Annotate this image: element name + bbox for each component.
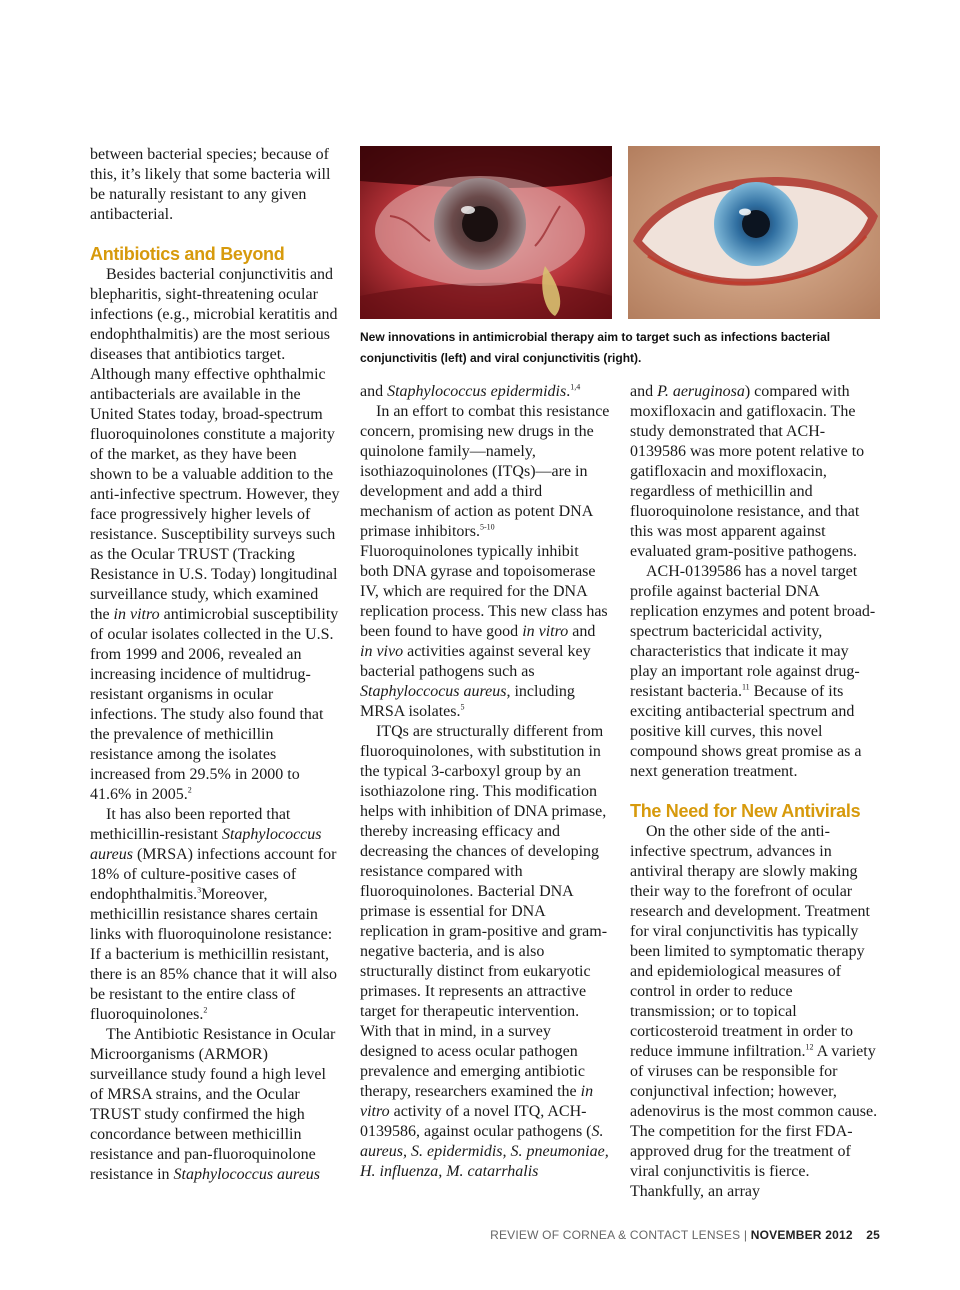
- article-column-1: [90, 145, 340, 1185]
- reference-mark: 2: [203, 1005, 208, 1015]
- section-heading-antibiotics: Antibiotics and Beyond: [90, 244, 285, 264]
- issue-date: NOVEMBER 2012: [750, 1228, 853, 1242]
- paragraph-continued: and P. aeruginosa) compared with moxifloxacin and gatifloxacin. The study demonstrated that ACH-0139586 was more potent relative to gatifloxacin and moxifloxacin, regardless of methicillin and fluoroquinolone resistance, and that this was most apparent against evaluated gram-positive pathogens.: [630, 383, 865, 560]
- paragraph: Besides bacterial conjunctivitis and blepharitis, sight-threatening ocular infections (e.g., microbial keratitis and endophthalmitis) are the most serious diseases that antibiotics target. Although many effective ophthalmic antibacterials are available in the United States today, broad-spectrum fluoroquinolones constitute a majority of the market, as they have been shown to be a valuable addition to the anti-infective spectrum. However, they face progressively higher levels of resistance. Susceptibility surveys such as the Ocular TRUST (Tracking Resistance in U.S. Today) longitudinal surveillance study, which examined the in vitro antimicrobial susceptibility of ocular isolates collected in the U.S. from 1999 and 2006, revealed an increasing incidence of multidrug-resistant organisms in ocular infections. The study also found that the prevalence of methicillin resistance among the isolates increased from 29.5% in 2000 to 41.6% in 2005.$^2$: [90, 266, 340, 803]
- paragraph: In an effort to combat this resistance concern, promising new drugs in the quinolone family—namely, isothiazoquinolones (ITQs)—are in development and add a third mechanism of action as potent DNA primase inhibitors.$^{5-10}$ Fluoroquinolones typically inhibit both DNA gyrase and topoisomerase IV, which are required for the DNA replication process. This new class has been found to have good in vitro and in vivo activities against several key bacterial pathogens such as Staphyloccocus aureus, including MRSA isolates.$^5$: [360, 403, 610, 720]
- paragraph: On the other side of the anti-infective spectrum, advances in antiviral therapy are slowly making their way to the forefront of ocular research and development. Treatment for viral conjunctivitis has typically been limited to symptomatic therapy and epidemiological measures of control in order to reduce transmission; or to topical corticosteroid treatment in order to reduce immune infiltration.$^{12}$ A variety of viruses can be responsible for conjunctival infection; however, adenovirus is the most common cause. The competition for the first FDA-approved drug for the treatment of viral conjunctivitis is fierce. Thankfully, an array: [630, 823, 878, 1200]
- bacterial-conjunctivitis-photo: [360, 146, 612, 319]
- reference-mark: 5-10: [479, 522, 495, 532]
- reference-mark: 11: [741, 682, 750, 692]
- reference-mark: 12: [805, 1042, 814, 1052]
- paragraph: ITQs are structurally different from fluoroquinolones, with substitution in the typical 3-carboxyl group by an isothiazolone ring. This modification helps with inhibition of DNA primase, thereby increasing efficacy and decreasing the chances of developing resistance compared with fluoroquinolones. Bacterial DNA primase is essential for DNA replication in gram-positive and gram-negative bacteria, and is also structurally distinct from eukaryotic primases. It represents an attractive target for therapeutic intervention. With that in mind, in a survey designed to acess ocular pathogen prevalence and emerging antibiotic therapy, researchers examined the in vitro activity of a novel ITQ, ACH-0139586, against ocular pathogens (S. aureus, S. epidermidis, S. pneumoniae, H. influenza, M. catarrhalis: [360, 723, 609, 1180]
- article-column-3: [630, 382, 880, 1202]
- footer-separator: |: [743, 1228, 748, 1242]
- paragraph-continued: between bacterial species; because of this, it’s likely that some bacteria will be naturally resistant to any given antibacterial.: [90, 146, 331, 223]
- paragraph-continued: and Staphylococcus epidermidis.$^{1,4}$: [360, 382, 581, 400]
- paragraph: It has also been reported that methicillin-resistant Staphylococcus aureus (MRSA) infections account for 18% of culture-positive cases of endophthalmitis.$^3$Moreover, methicillin resistance shares certain links with fluoroquinolone resistance: If a bacterium is methicillin resistant, there is an 85% chance that it will also be resistant to the entire class of fluoroquinolones.$^2$: [90, 806, 338, 1023]
- paragraph: ACH-0139586 has a novel target profile against bacterial DNA replication enzymes and potent broad-spectrum bactericidal activity, characteristics that indicate it may play an important role against drug-resistant bacteria.$^{11}$ Because of its exciting antibacterial spectrum and positive kill curves, this novel compound shows great promise as a next generation treatment.: [630, 563, 876, 780]
- reference-mark: 3: [197, 885, 202, 895]
- publication-name: REVIEW OF CORNEA & CONTACT LENSES: [490, 1228, 741, 1242]
- page-footer: [490, 1228, 880, 1242]
- reference-mark: 5: [460, 702, 465, 712]
- page-number: 25: [866, 1228, 880, 1242]
- paragraph: The Antibiotic Resistance in Ocular Microorganisms (ARMOR) surveillance study found a high level of MRSA strains, and the Ocular TRUST study confirmed the high concordance between methicillin resistance and pan-fluoroquinolone resistance in Staphylococcus aureus: [90, 1026, 336, 1183]
- section-heading-antivirals: The Need for New Antivirals: [630, 801, 861, 821]
- viral-conjunctivitis-photo: [628, 146, 880, 319]
- article-column-2: [360, 382, 610, 1182]
- reference-mark: 2: [187, 785, 192, 795]
- reference-mark: 1,4: [570, 382, 581, 392]
- figure-caption: New innovations in antimicrobial therapy aim to target such as infections bacterial conjunctivitis (left) and viral conjunctivitis (right).: [360, 330, 831, 365]
